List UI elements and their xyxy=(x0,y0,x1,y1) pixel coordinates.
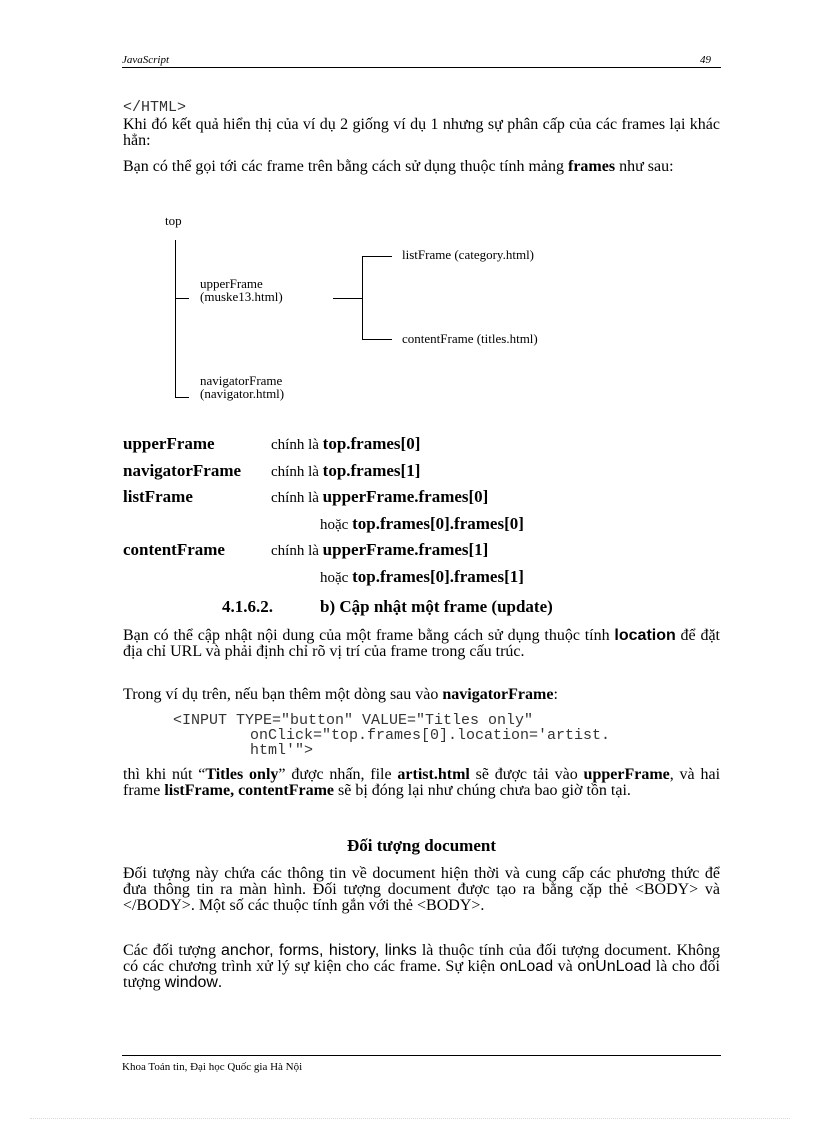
tree-branch-navigator xyxy=(175,397,189,398)
footer-divider xyxy=(122,1055,721,1056)
code-html-end: </HTML> xyxy=(123,99,187,116)
section-title: b) Cập nhật một frame (update) xyxy=(320,597,553,616)
def-relation: chính là upperFrame.frames[0] xyxy=(271,487,489,506)
header-label: JavaScript xyxy=(122,54,170,66)
footer-text: Khoa Toán tin, Đại học Quốc gia Hà Nội xyxy=(122,1061,303,1073)
paragraph-example-intro: Trong ví dụ trên, nếu bạn thêm một dòng sau vào navigatorFrame: xyxy=(123,686,558,703)
tree-branch-list xyxy=(362,256,392,257)
code-line: onClick="top.frames[0].location='artist. xyxy=(250,727,611,744)
def-relation: chính là top.frames[1] xyxy=(271,461,421,480)
paragraph-location: Bạn có thể cập nhật nội dung của một frame bằng cách sử dụng thuộc tính location để đặt địa chỉ URL và phải định chỉ rõ vị trí của frame trong cấu trúc. xyxy=(123,627,720,660)
code-line: html'"> xyxy=(250,742,314,759)
paragraph-frames-access: Bạn có thể gọi tới các frame trên bằng cách sử dụng thuộc tính mảng frames như sau: xyxy=(123,158,674,175)
tree-node-content: contentFrame (titles.html) xyxy=(402,331,538,346)
tree-node-nav-file: (navigator.html) xyxy=(200,386,285,401)
def-relation: chính là upperFrame.frames[1] xyxy=(271,540,489,559)
paragraph-titles-only: thì khi nút “Titles only” được nhấn, file artist.html sẽ được tải vào upperFrame, và hai frame listFrame, contentFrame sẽ bị đóng lại như chúng chưa bao giờ tồn tại. xyxy=(123,766,721,799)
def-relation: chính là top.frames[0] xyxy=(271,434,421,453)
heading-document-object: Đối tượng document xyxy=(346,836,496,855)
tree-node-list: listFrame (category.html) xyxy=(402,247,535,262)
def-relation: hoặc top.frames[0].frames[0] xyxy=(320,514,524,533)
page-number: 49 xyxy=(700,54,711,66)
tree-node-top: top xyxy=(165,213,182,228)
tree-node-upper-name: upperFrame xyxy=(200,276,263,291)
tree-trunk-line xyxy=(175,240,176,398)
paragraph-document-properties: Các đối tượng anchor, forms, history, links là thuộc tính của đối tượng document. Không có các chương trình xử lý sự kiện cho các frame. Sự kiện onLoad và onUnLoad là cho đối tượng window. xyxy=(123,942,721,991)
header-divider xyxy=(122,67,721,68)
def-term: upperFrame xyxy=(123,434,215,453)
paragraph-document-object: Đối tượng này chứa các thông tin về document hiện thời và cung cấp các phương thức để đưa thông tin ra màn hình. Đối tượng document được tạo ra bằng cặp thẻ <BODY> và </BODY>. Một số các thuộc tính gắn với thẻ <BODY>. xyxy=(123,865,720,914)
code-line: <INPUT TYPE="button" VALUE="Titles only" xyxy=(173,712,534,729)
page-bottom-dotted-border xyxy=(30,1118,790,1119)
tree-branch-upper xyxy=(175,298,189,299)
def-term: contentFrame xyxy=(123,540,225,559)
def-term: navigatorFrame xyxy=(123,461,242,480)
paragraph-result: Khi đó kết quả hiển thị của ví dụ 2 giống ví dụ 1 nhưng sự phân cấp của các frames lại khác hẳn: xyxy=(123,116,720,149)
def-term: listFrame xyxy=(123,487,193,506)
tree-node-upper-file: (muske13.html) xyxy=(200,289,283,304)
def-relation: hoặc top.frames[0].frames[1] xyxy=(320,567,524,586)
tree-connector-upper xyxy=(333,298,363,299)
tree-sub-trunk xyxy=(362,256,363,340)
section-number: 4.1.6.2. xyxy=(222,597,273,616)
tree-node-nav-name: navigatorFrame xyxy=(200,373,283,388)
tree-branch-content xyxy=(362,339,392,340)
